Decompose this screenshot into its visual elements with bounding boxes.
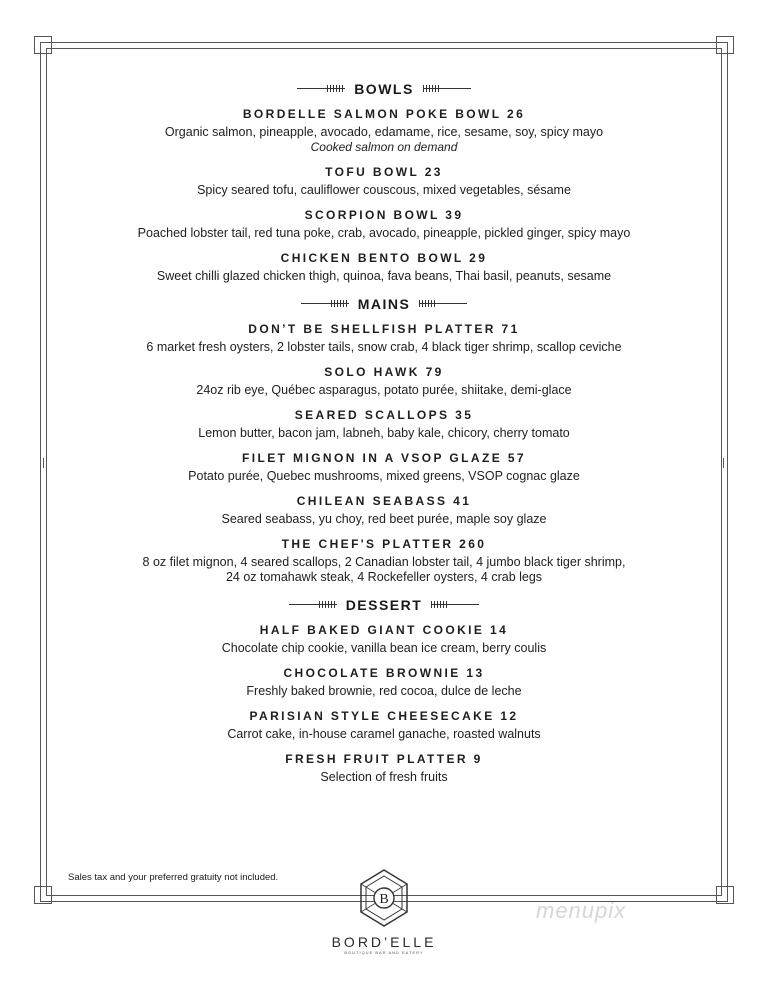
ornament-left-icon [297, 84, 345, 94]
item-description: Carrot cake, in-house caramel ganache, roasted walnuts [227, 727, 541, 741]
menu-item [46, 622, 722, 656]
item-description: 6 market fresh oysters, 2 lobster tails, snow crab, 4 black tiger shrimp, scallop ceviche [146, 340, 622, 354]
item-title: CHILEAN SEABASS 41 [296, 494, 472, 508]
item-title: BORDELLE SALMON POKE BOWL 26 [242, 107, 526, 121]
menu-item [46, 106, 722, 155]
item-note: Cooked salmon on demand [310, 140, 458, 154]
ornament-left-icon [301, 299, 349, 309]
menu-item [46, 207, 722, 241]
menu-item [46, 250, 722, 284]
section-title: DESSERT [345, 597, 423, 613]
menu-item [46, 708, 722, 742]
menu-item [46, 751, 722, 785]
ornament-right-icon [423, 84, 471, 94]
menu-item [46, 450, 722, 484]
item-title: SCORPION BOWL 39 [304, 208, 464, 222]
item-description: Lemon butter, bacon jam, labneh, baby kale, chicory, cherry tomato [198, 426, 570, 440]
item-description: 8 oz filet mignon, 4 seared scallops, 2 Canadian lobster tail, 4 jumbo black tiger shrimp, [142, 555, 626, 569]
item-description: Organic salmon, pineapple, avocado, edamame, rice, sesame, soy, spicy mayo [164, 125, 604, 139]
brand-tagline: BOUTIQUE BAR AND EATERY [344, 950, 424, 955]
item-title: CHOCOLATE BROWNIE 13 [283, 666, 485, 680]
item-title: CHICKEN BENTO BOWL 29 [280, 251, 488, 265]
section-header [46, 594, 722, 616]
corner-ornament [716, 886, 734, 904]
item-title: TOFU BOWL 23 [325, 165, 443, 179]
item-title: SOLO HAWK 79 [324, 365, 444, 379]
ornament-right-icon [431, 600, 479, 610]
menu-item [46, 536, 722, 585]
corner-ornament [716, 36, 734, 54]
item-title: FRESH FRUIT PLATTER 9 [285, 752, 483, 766]
bordelle-logo-icon [356, 866, 412, 932]
logo-letter: B [379, 892, 389, 907]
item-description: Potato purée, Quebec mushrooms, mixed greens, VSOP cognac glaze [188, 469, 580, 483]
menu-item [46, 321, 722, 355]
watermark: menupix [536, 898, 627, 923]
item-description: Freshly baked brownie, red cocoa, dulce de leche [246, 684, 522, 698]
brand-name: BORD’ELLE [331, 934, 437, 950]
menu-item [46, 665, 722, 699]
item-description: Sweet chilli glazed chicken thigh, quinoa, fava beans, Thai basil, peanuts, sesame [156, 269, 612, 283]
section-title: BOWLS [354, 81, 414, 97]
ornament-right-icon [419, 299, 467, 309]
item-title: SEARED SCALLOPS 35 [294, 408, 474, 422]
menu-content [46, 78, 722, 794]
item-description: Seared seabass, yu choy, red beet purée, maple soy glaze [221, 512, 547, 526]
corner-ornament [34, 886, 52, 904]
item-description: 24 oz tomahawk steak, 4 Rockefeller oysters, 4 crab legs [225, 570, 543, 584]
item-title: HALF BAKED GIANT COOKIE 14 [259, 623, 509, 637]
item-title: THE CHEF'S PLATTER 260 [281, 537, 487, 551]
tax-footnote: Sales tax and your preferred gratuity not included. [68, 872, 279, 883]
corner-ornament [34, 36, 52, 54]
border-tick [43, 458, 44, 468]
border-tick [723, 458, 724, 468]
ornament-left-icon [289, 600, 337, 610]
menu-item [46, 407, 722, 441]
section-header [46, 293, 722, 315]
item-description: Selection of fresh fruits [320, 770, 448, 784]
menu-item [46, 364, 722, 398]
section-title: MAINS [357, 296, 411, 312]
item-title: DON’T BE SHELLFISH PLATTER 71 [248, 322, 520, 336]
item-description: Chocolate chip cookie, vanilla bean ice cream, berry coulis [221, 641, 547, 655]
menu-item [46, 493, 722, 527]
item-description: Poached lobster tail, red tuna poke, crab, avocado, pineapple, pickled ginger, spicy mayo [137, 226, 631, 240]
section-header [46, 78, 722, 100]
item-title: PARISIAN STYLE CHEESECAKE 12 [249, 709, 519, 723]
item-description: Spicy seared tofu, cauliflower couscous, mixed vegetables, sésame [197, 183, 571, 197]
item-title: FILET MIGNON IN A VSOP GLAZE 57 [242, 451, 526, 465]
item-description: 24oz rib eye, Québec asparagus, potato purée, shiitake, demi-glace [196, 383, 572, 397]
menu-item [46, 164, 722, 198]
